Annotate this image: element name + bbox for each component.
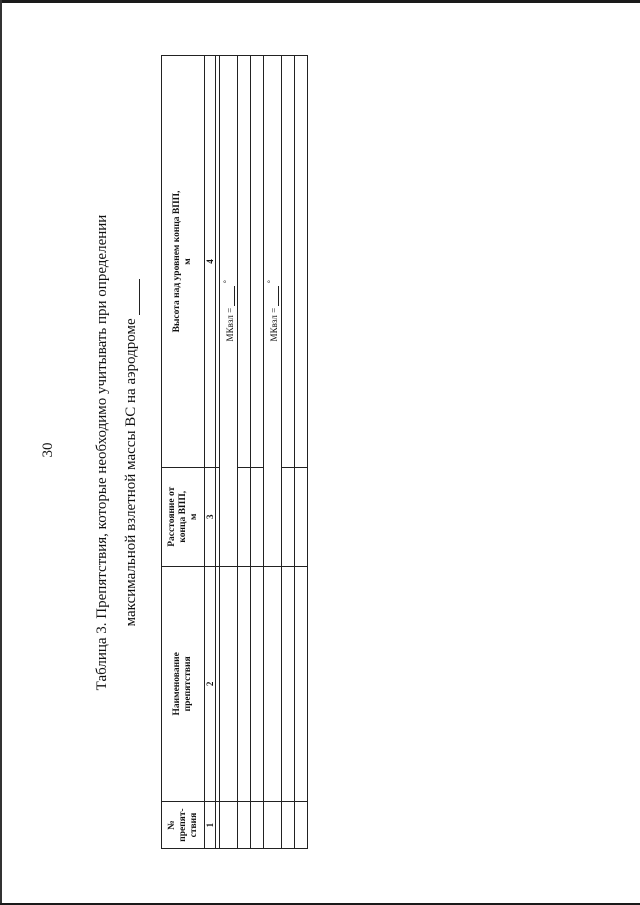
aerodrome-blank [125,279,140,315]
header-obstacle-number-line-2: препят- [177,808,188,842]
degree-mark-1: ° [222,280,231,284]
header-obstacle-name-line-1: Наименование [172,652,182,716]
empty-cell [295,467,308,566]
column-number-3: 3 [205,467,216,566]
table-row [251,56,264,849]
table-row [295,56,308,849]
mk-heading-1 [220,56,238,567]
mk-heading-2 [264,56,282,567]
header-obstacle-name-line-2: препятствия [183,656,193,712]
empty-cell [238,566,251,802]
degree-mark-2: ° [266,280,275,284]
header-height [162,56,205,468]
header-obstacle-number-line-1: № [166,820,177,830]
table-caption-line-2 [123,0,140,905]
empty-cell [238,467,251,566]
empty-cell [220,566,238,802]
column-number-2: 2 [205,566,216,802]
header-row [162,56,205,849]
empty-cell [264,802,282,849]
column-number-4: 4 [205,56,216,468]
mk-blank-2 [269,286,279,306]
empty-cell [295,56,308,468]
empty-cell [251,802,264,849]
mk-label-2: МКвзл = [269,307,279,342]
empty-cell [238,56,251,468]
empty-cell [264,566,282,802]
mk-blank-1 [225,286,235,306]
mk-label-1: МКвзл = [225,307,235,342]
header-obstacle-name [162,566,205,802]
empty-cell [238,802,251,849]
empty-cell [282,566,295,802]
empty-cell [251,566,264,802]
mk-row-2 [264,56,282,849]
empty-cell [282,56,295,468]
column-number-row [205,56,216,849]
mk-row-1 [220,56,238,849]
page-number: 30 [40,442,56,458]
empty-cell [282,467,295,566]
table-caption-line-1: Таблица 3. Препятствия, которые необходимо учитывать при определении [94,214,110,691]
table-caption-line-2-text: максимальной взлетной массы ВС на аэродроме [123,318,139,627]
header-distance-line-3: м [188,513,199,520]
header-distance [162,467,205,566]
empty-cell [295,802,308,849]
header-height-line-1: Высота над уровнем конца ВПП, [172,190,182,333]
header-obstacle-number [162,802,205,849]
header-obstacle-number-line-3: ствия [188,812,199,838]
empty-cell [251,56,264,468]
empty-cell [251,467,264,566]
header-distance-line-1: Расстояние от [166,486,177,547]
obstacles-table [161,55,308,849]
column-number-1: 1 [205,802,216,849]
empty-cell [282,802,295,849]
empty-cell [220,802,238,849]
header-height-line-2: м [183,258,193,265]
table-row [238,56,251,849]
empty-cell [295,566,308,802]
header-distance-line-2: конца ВПП, [177,490,188,543]
table-row [282,56,295,849]
